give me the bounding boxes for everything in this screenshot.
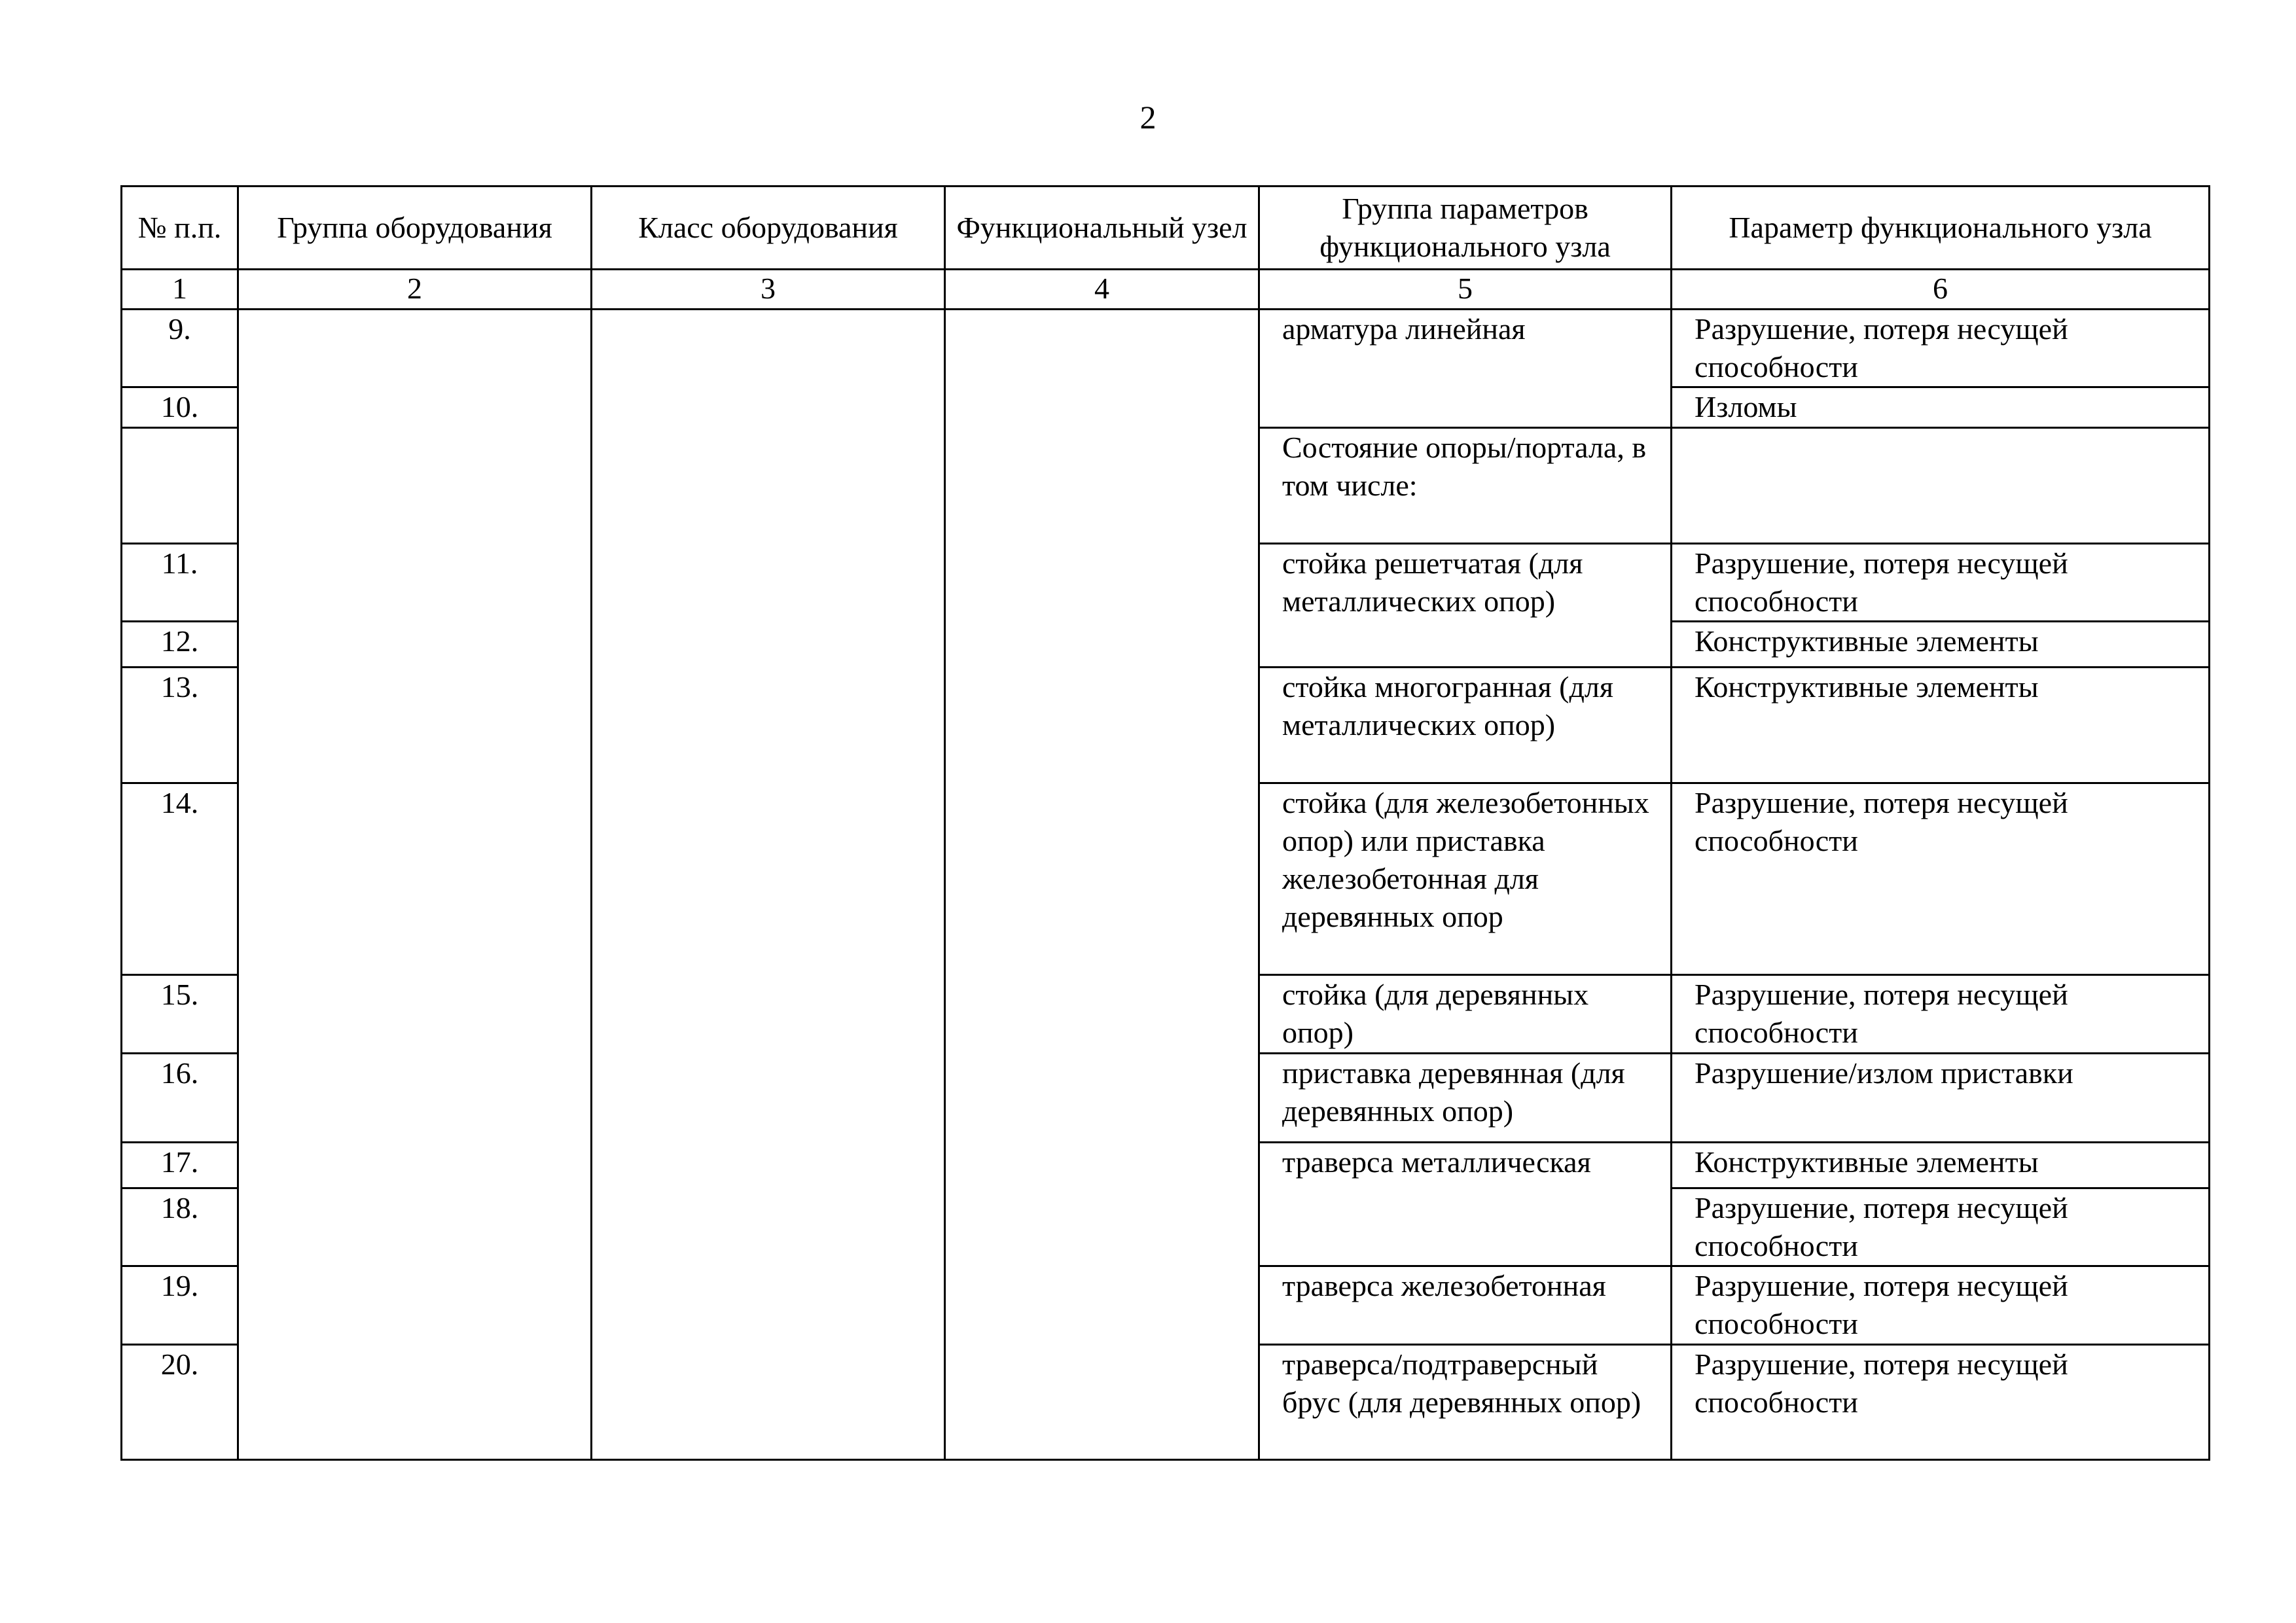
row-number: 11.: [122, 544, 238, 622]
parameter-cell: Разрушение, потеря несущей способности: [1672, 310, 2210, 387]
parameter-cell: Изломы: [1672, 387, 2210, 428]
row-number: 18.: [122, 1188, 238, 1266]
parameters-table: [120, 185, 2210, 1461]
parameter-group-cell: приставка деревянная (для деревянных опор): [1259, 1054, 1672, 1143]
parameter-group-cell: стойка (для железобетонных опор) или приставка железобетонная для деревянных опор: [1259, 783, 1672, 975]
row-number: 13.: [122, 668, 238, 783]
column-number: 6: [1672, 270, 2210, 310]
parameter-cell: Разрушение, потеря несущей способности: [1672, 975, 2210, 1054]
parameter-cell: Разрушение, потеря несущей способности: [1672, 783, 2210, 975]
column-number: 5: [1259, 270, 1672, 310]
parameter-group-cell: стойка (для деревянных опор): [1259, 975, 1672, 1054]
parameter-cell: Разрушение/излом приставки: [1672, 1054, 2210, 1143]
parameter-cell: Конструктивные элементы: [1672, 1143, 2210, 1188]
parameter-cell: Конструктивные элементы: [1672, 622, 2210, 668]
page-number: 2: [1139, 99, 1157, 135]
table-row: [122, 310, 2210, 387]
row-number: 14.: [122, 783, 238, 975]
functional-unit-cell: [945, 310, 1259, 1460]
column-number: 2: [238, 270, 592, 310]
parameter-cell: Разрушение, потеря несущей способности: [1672, 1188, 2210, 1266]
header-functional-unit: Функциональный узел: [945, 187, 1259, 270]
header-num: № п.п.: [122, 187, 238, 270]
parameter-group-cell: траверса железобетонная: [1259, 1266, 1672, 1345]
parameter-group-cell: стойка многогранная (для металлических опор): [1259, 668, 1672, 783]
parameter-cell: Разрушение, потеря несущей способности: [1672, 544, 2210, 622]
parameter-cell: Разрушение, потеря несущей способности: [1672, 1345, 2210, 1460]
parameter-cell: [1672, 428, 2210, 544]
parameter-group-cell: стойка решетчатая (для металлических опор): [1259, 544, 1672, 668]
header-parameter: Параметр функционального узла: [1672, 187, 2210, 270]
row-number: 12.: [122, 622, 238, 668]
row-number: 15.: [122, 975, 238, 1054]
parameter-group-cell: Состояние опоры/портала, в том числе:: [1259, 428, 1672, 544]
row-number: 19.: [122, 1266, 238, 1345]
parameter-group-cell: арматура линейная: [1259, 310, 1672, 428]
parameter-group-cell: траверса металлическая: [1259, 1143, 1672, 1266]
equipment-group-cell: [238, 310, 592, 1460]
parameter-group-cell: траверса/подтраверсный брус (для деревянных опор): [1259, 1345, 1672, 1460]
row-number: 20.: [122, 1345, 238, 1460]
row-number: 17.: [122, 1143, 238, 1188]
row-number: 10.: [122, 387, 238, 428]
parameter-cell: Разрушение, потеря несущей способности: [1672, 1266, 2210, 1345]
equipment-class-cell: [592, 310, 945, 1460]
header-equipment-class: Класс оборудования: [592, 187, 945, 270]
header-parameter-group: Группа параметров функционального узла: [1259, 187, 1672, 270]
column-number: 3: [592, 270, 945, 310]
column-numbers-row: [122, 270, 2210, 310]
column-number: 1: [122, 270, 238, 310]
row-number: 16.: [122, 1054, 238, 1143]
header-equipment-group: Группа оборудования: [238, 187, 592, 270]
row-number: 9.: [122, 310, 238, 387]
row-number: [122, 428, 238, 544]
table-header-row: [122, 187, 2210, 270]
parameter-cell: Конструктивные элементы: [1672, 668, 2210, 783]
column-number: 4: [945, 270, 1259, 310]
